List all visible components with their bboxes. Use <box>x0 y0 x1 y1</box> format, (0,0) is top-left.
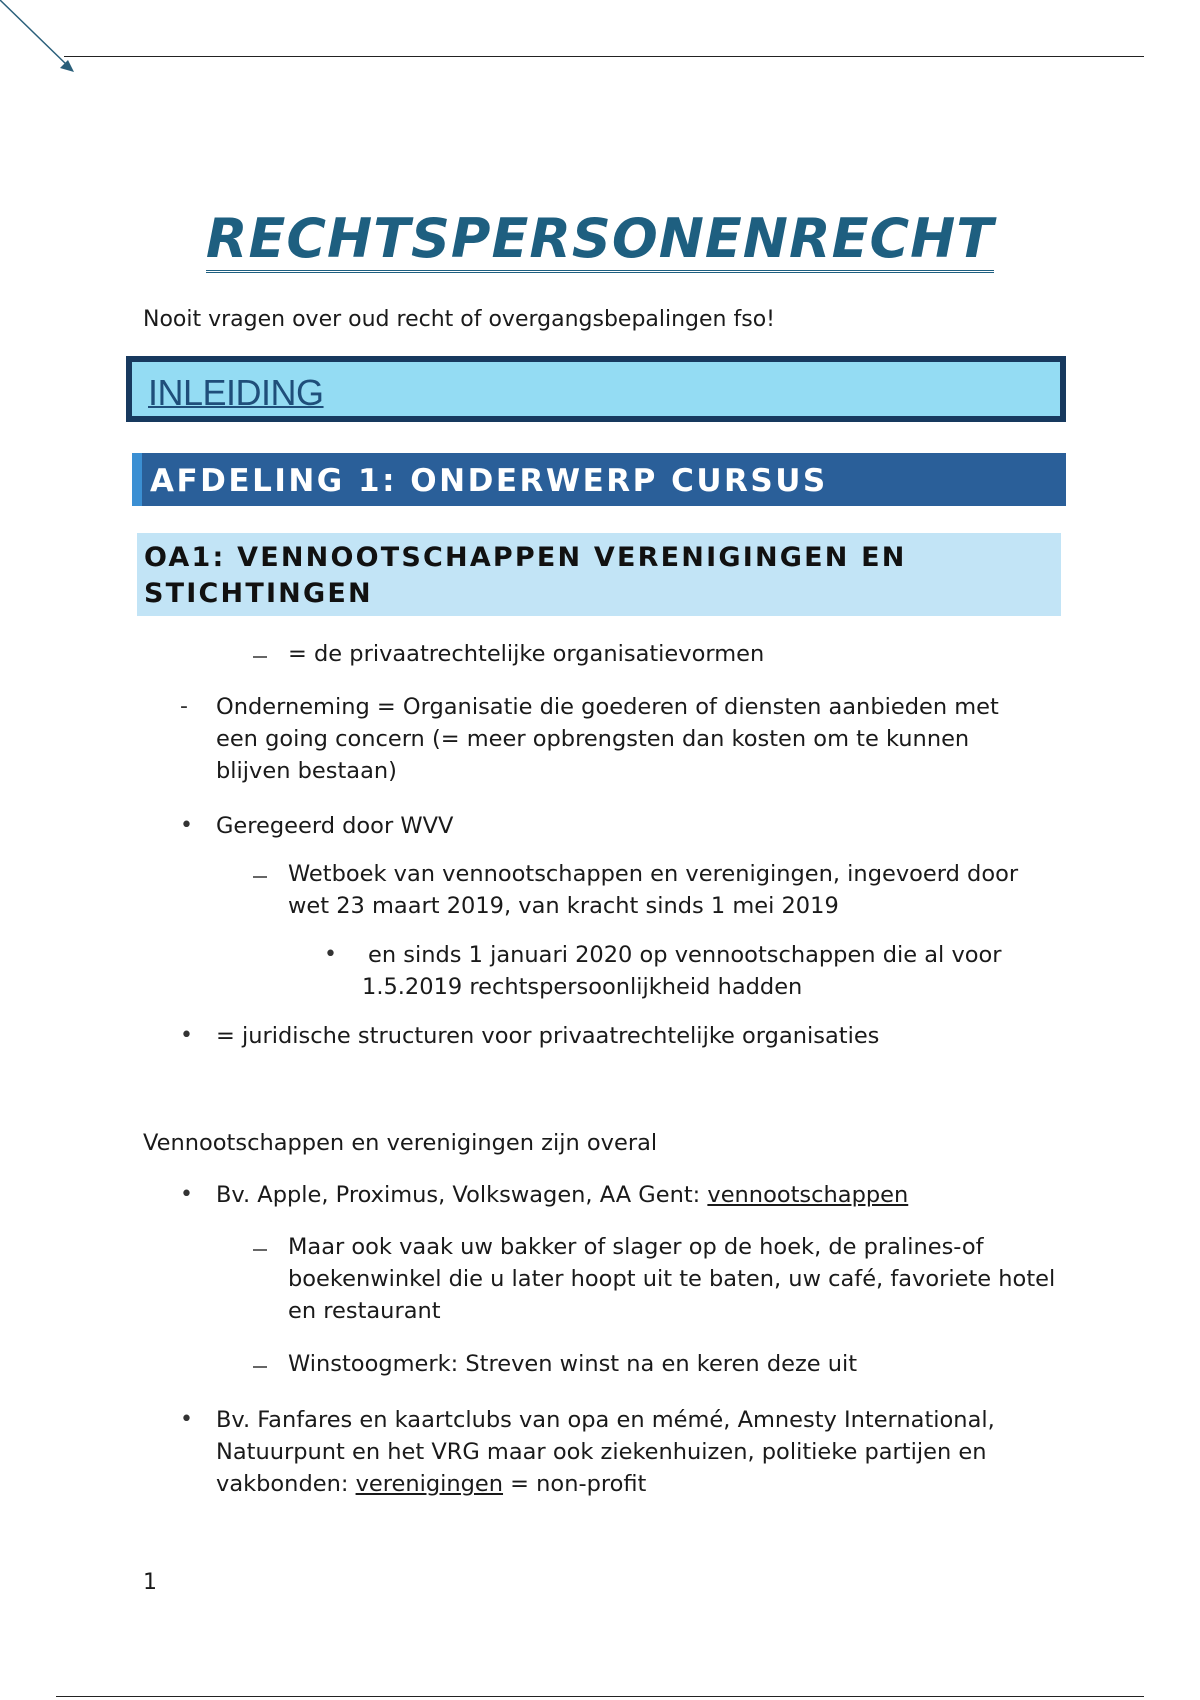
heading-oa1 <box>137 533 1061 616</box>
bullet-dot: • <box>180 1407 193 1432</box>
bv-apple-text: Bv. Apple, Proximus, Volkswagen, AA Gent: <box>216 1182 708 1208</box>
list-item-privaat: = de privaatrechtelijke organisatievormen <box>288 641 765 667</box>
verenigingen-underlined: verenigingen <box>355 1471 504 1497</box>
corner-arrow-icon <box>0 0 80 80</box>
heading-inleiding-text: INLEIDING <box>148 372 324 413</box>
paragraph-overal: Vennootschappen en verenigingen zijn overal <box>143 1130 658 1156</box>
page-number: 1 <box>143 1570 157 1595</box>
list-item-geregeerd: Geregeerd door WVV <box>216 813 454 839</box>
list-item-winstoogmerk: Winstoogmerk: Streven winst na en keren deze uit <box>288 1351 858 1377</box>
heading-inleiding <box>126 356 1066 422</box>
header-rule <box>64 56 1144 57</box>
fanfares-suffix: = non-profit <box>503 1471 647 1497</box>
bullet-dot: • <box>180 813 193 838</box>
list-item-juridische: = juridische structuren voor privaatrechtelijke organisaties <box>216 1023 880 1049</box>
heading-oa1-text: OA1: VENNOOTSCHAPPEN VERENIGINGEN EN STICHTINGEN <box>144 542 907 609</box>
bullet-dot: • <box>180 1023 193 1048</box>
list-item-bv-apple <box>216 1179 1056 1211</box>
dash-marker <box>253 1249 267 1251</box>
footer-rule <box>56 1696 1144 1697</box>
dash-marker <box>253 656 267 658</box>
list-item-wetboek: Wetboek van vennootschappen en verenigingen, ingevoerd door wet 23 maart 2019, van kracht sinds 1 mei 2019 <box>288 861 1019 919</box>
list-item-sinds: en sinds 1 januari 2020 op vennootschappen die al voor 1.5.2019 rechtspersoonlijkheid hadden <box>362 942 1002 1000</box>
heading-afdeling-1 <box>132 453 1066 506</box>
dash-marker <box>253 1366 267 1368</box>
bullet-dot: • <box>180 1182 193 1207</box>
dash-bullet: - <box>180 694 188 719</box>
heading-afdeling-1-text: AFDELING 1: ONDERWERP CURSUS <box>150 463 828 499</box>
list-item-fanfares <box>216 1404 1016 1500</box>
list-item-bakker: Maar ook vaak uw bakker of slager op de hoek, de pralines-of boekenwinkel die u later hoopt uit te baten, uw café, favoriete hotel en restaurant <box>288 1234 1056 1324</box>
document-title <box>0 207 1200 273</box>
dash-marker <box>253 876 267 878</box>
fanfares-text: Bv. Fanfares en kaartclubs van opa en mémé, Amnesty International, Natuurpunt en het VRG maar ook ziekenhuizen, politieke partijen en vakbonden: <box>216 1407 995 1497</box>
intro-note: Nooit vragen over oud recht of overgangsbepalingen fso! <box>143 307 775 332</box>
vennootschappen-underlined: vennootschappen <box>707 1182 909 1208</box>
bullet-dot: • <box>324 942 337 967</box>
list-item-onderneming: Onderneming = Organisatie die goederen of diensten aanbieden met een going concern (= meer opbrengsten dan kosten om te kunnen blijven bestaan) <box>216 694 999 784</box>
document-title-text: RECHTSPERSONENRECHT <box>206 212 994 273</box>
